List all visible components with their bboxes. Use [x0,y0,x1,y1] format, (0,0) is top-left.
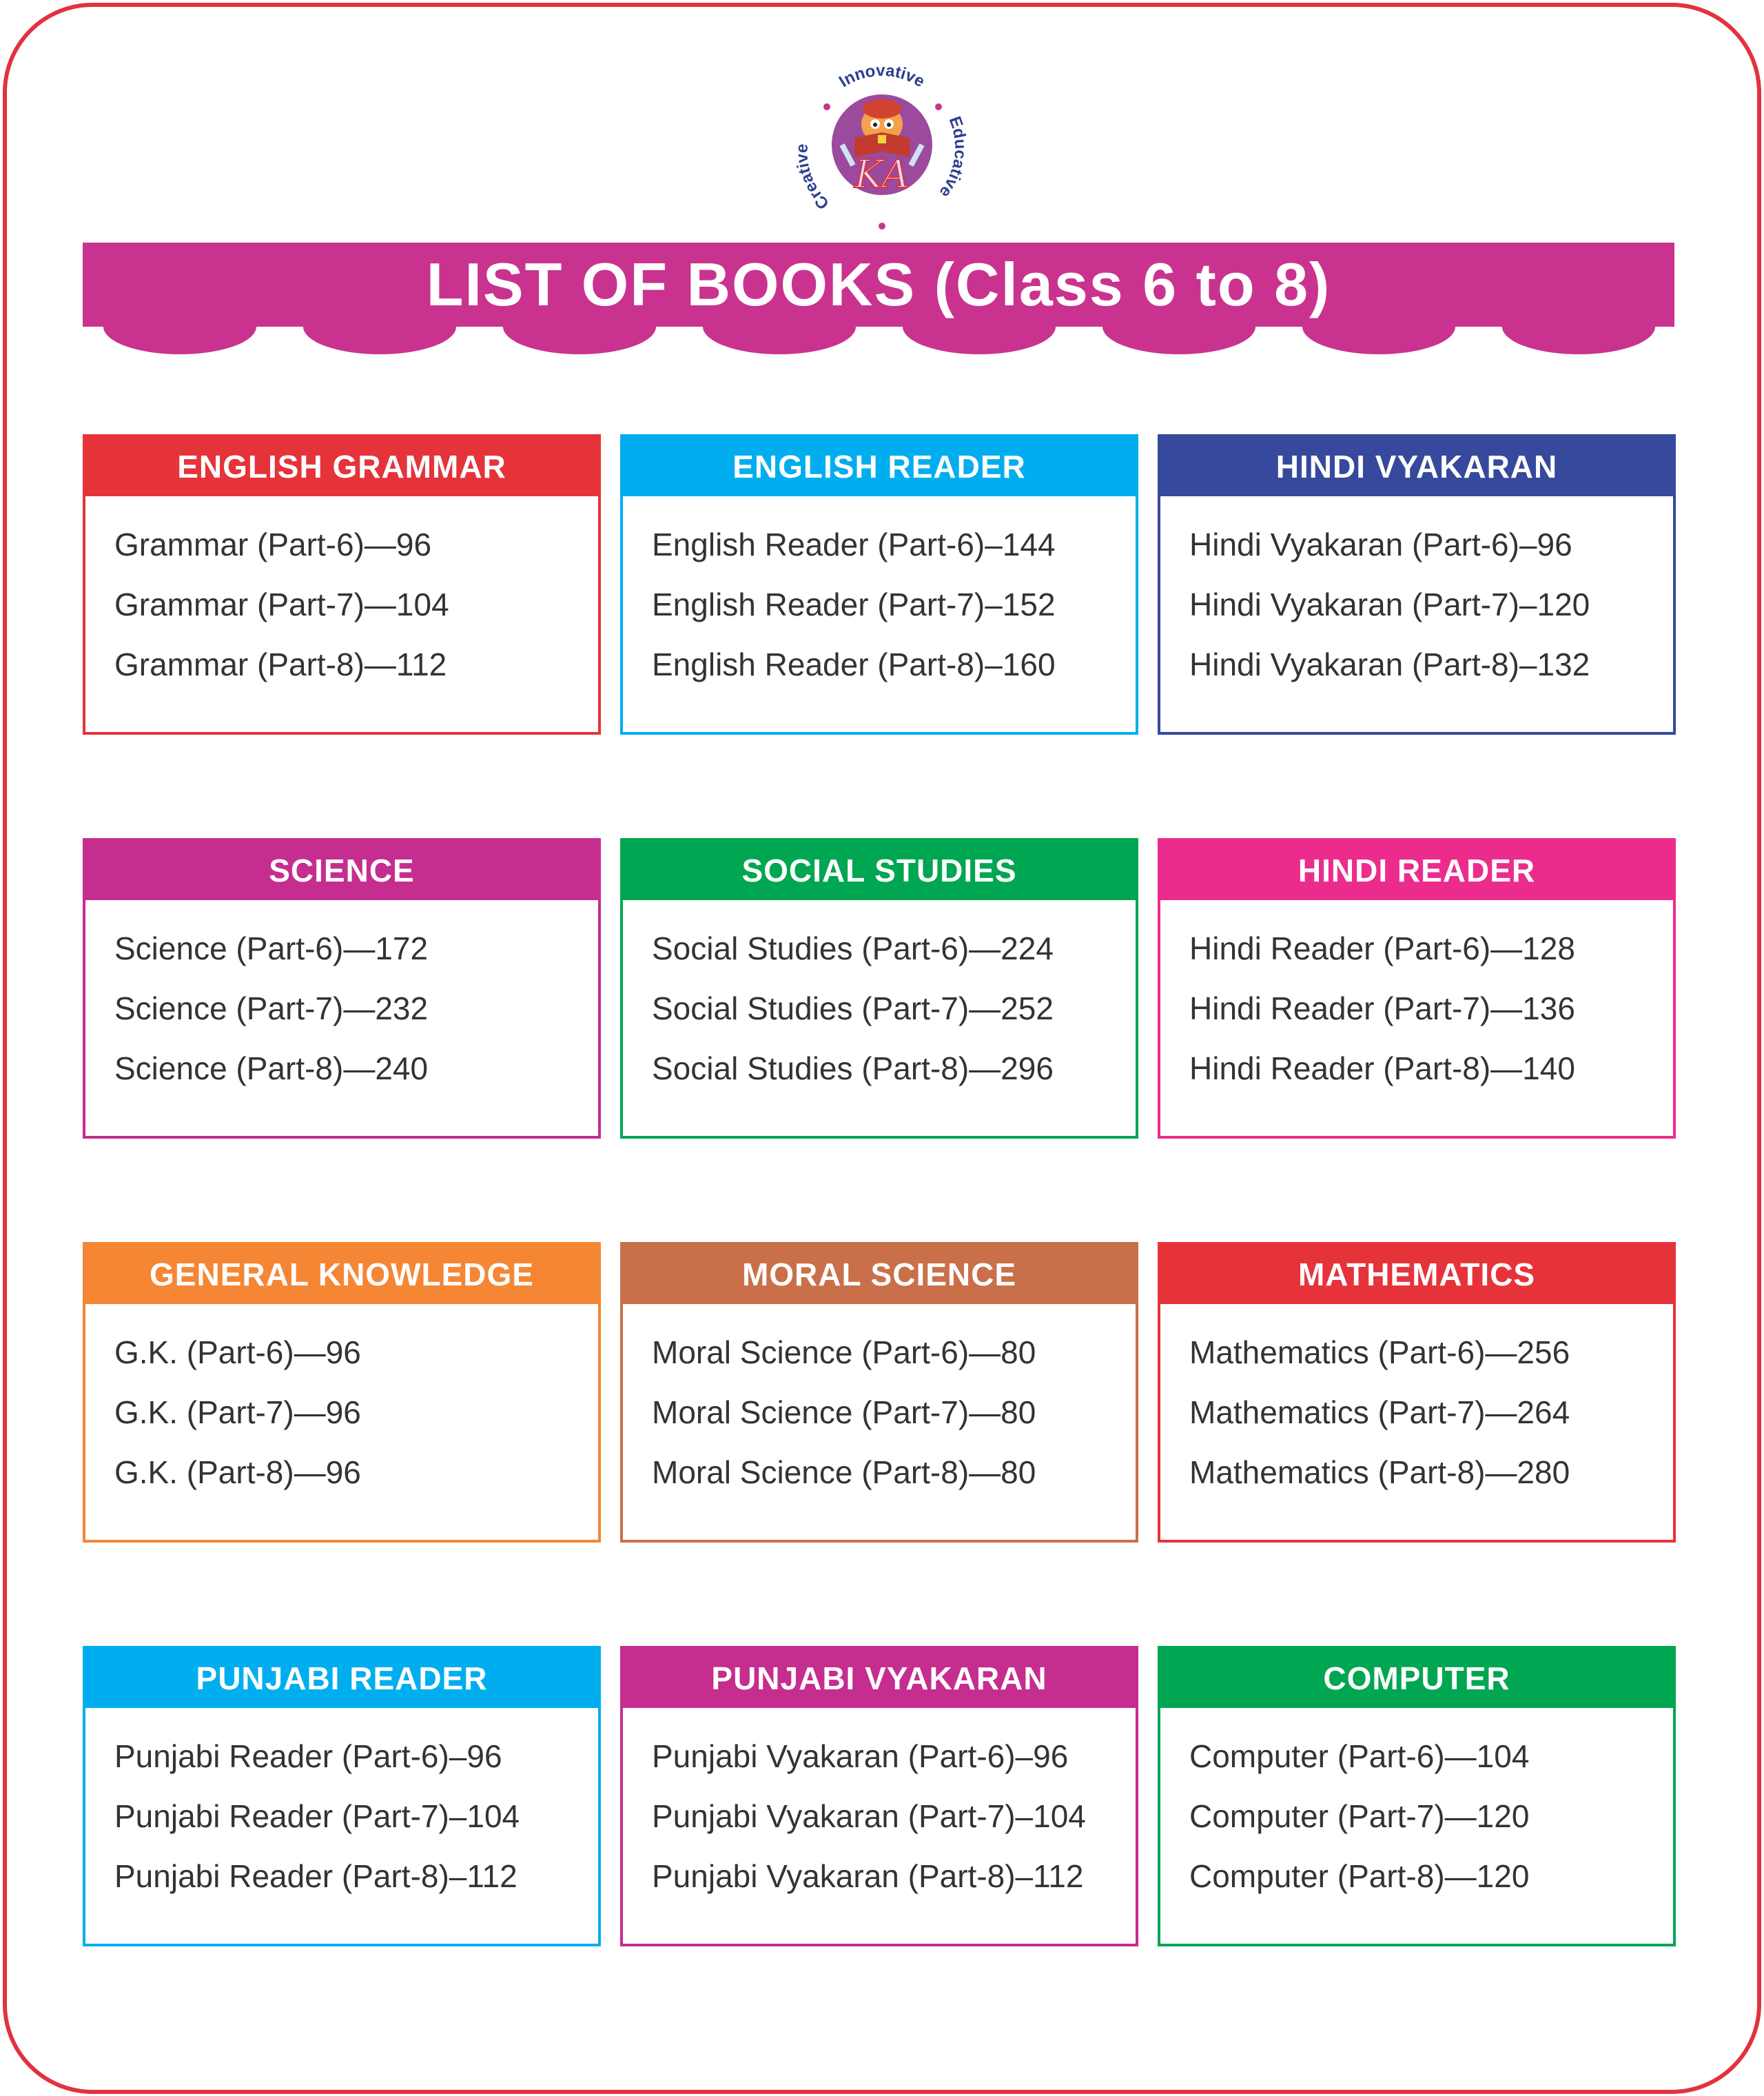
publisher-logo [786,41,978,234]
book-item: Social Studies (Part-8)—296 [652,1050,1054,1086]
book-item: Computer (Part-6)—104 [1189,1738,1530,1774]
book-item: Grammar (Part-8)—112 [114,647,447,682]
subject-title: HINDI VYAKARAN [1160,437,1673,496]
svg-text:Innovative [836,61,928,91]
book-item: Mathematics (Part-7)—264 [1189,1394,1570,1430]
book-item: Moral Science (Part-7)—80 [652,1394,1036,1430]
subject-card [620,838,1138,1139]
book-item: Social Studies (Part-6)—224 [652,930,1054,966]
logo-arc-text-top: Innovative [835,61,928,92]
book-item: Grammar (Part-6)—96 [114,527,432,562]
title-banner [83,243,1674,327]
book-item: G.K. (Part-6)—96 [114,1334,361,1370]
banner-scallops [83,327,1674,357]
book-item: Moral Science (Part-8)—80 [652,1454,1036,1490]
book-item: Computer (Part-8)—120 [1189,1858,1530,1894]
book-item: English Reader (Part-8)–160 [652,647,1056,682]
logo-arc-text-right: Educative [935,114,970,201]
subject-card [620,1242,1138,1543]
page-title: LIST OF BOOKS (Class 6 to 8) [426,250,1331,318]
subject-title: SOCIAL STUDIES [623,841,1136,900]
subject-card [83,434,601,735]
book-item: Hindi Vyakaran (Part-8)–132 [1189,647,1590,682]
subject-card [620,1646,1138,1946]
book-item: Hindi Vyakaran (Part-7)–120 [1189,587,1590,622]
subject-card [83,1242,601,1543]
subject-title: ENGLISH READER [623,437,1136,496]
book-item: Science (Part-7)—232 [114,990,429,1026]
book-item: Social Studies (Part-7)—252 [652,990,1054,1026]
subject-title: PUNJABI READER [85,1649,598,1708]
subject-card [1158,1646,1676,1946]
book-item: Mathematics (Part-6)—256 [1189,1334,1570,1370]
subject-title: HINDI READER [1160,841,1673,900]
book-item: Hindi Vyakaran (Part-6)–96 [1189,527,1572,562]
logo-arc-text-left: Creative [792,143,833,213]
book-item: English Reader (Part-7)–152 [652,587,1056,622]
book-item: Computer (Part-7)—120 [1189,1798,1530,1834]
book-item: Grammar (Part-7)—104 [114,587,449,622]
book-item: Hindi Reader (Part-6)—128 [1189,930,1575,966]
book-item: Punjabi Reader (Part-6)–96 [114,1738,502,1774]
book-item: Punjabi Vyakaran (Part-6)–96 [652,1738,1069,1774]
logo-monogram: KA [854,152,910,197]
book-item: Science (Part-8)—240 [114,1050,429,1086]
book-item: English Reader (Part-6)–144 [652,527,1056,562]
book-item: G.K. (Part-8)—96 [114,1454,361,1490]
subject-title: SCIENCE [85,841,598,900]
subject-card [620,434,1138,735]
book-item: Hindi Reader (Part-7)—136 [1189,990,1575,1026]
subject-title: MORAL SCIENCE [623,1245,1136,1304]
subject-title: ENGLISH GRAMMAR [85,437,598,496]
subject-card [83,838,601,1139]
book-item: Hindi Reader (Part-8)—140 [1189,1050,1575,1086]
subject-title: COMPUTER [1160,1649,1673,1708]
book-item: Punjabi Reader (Part-8)–112 [114,1858,517,1894]
book-item: Punjabi Vyakaran (Part-7)–104 [652,1798,1086,1834]
subject-card [83,1646,601,1946]
subject-card [1158,434,1676,735]
subject-title: PUNJABI VYAKARAN [623,1649,1136,1708]
svg-text:Educative [936,114,970,201]
book-item: Science (Part-6)—172 [114,930,429,966]
subject-title: GENERAL KNOWLEDGE [85,1245,598,1304]
svg-text:Creative [792,143,832,213]
book-item: Punjabi Reader (Part-7)–104 [114,1798,520,1834]
book-item: Mathematics (Part-8)—280 [1189,1454,1570,1490]
subject-card [1158,838,1676,1139]
book-item: Punjabi Vyakaran (Part-8)–112 [652,1858,1084,1894]
subject-card [1158,1242,1676,1543]
book-item: G.K. (Part-7)—96 [114,1394,361,1430]
book-item: Moral Science (Part-6)—80 [652,1334,1036,1370]
subject-title: MATHEMATICS [1160,1245,1673,1304]
